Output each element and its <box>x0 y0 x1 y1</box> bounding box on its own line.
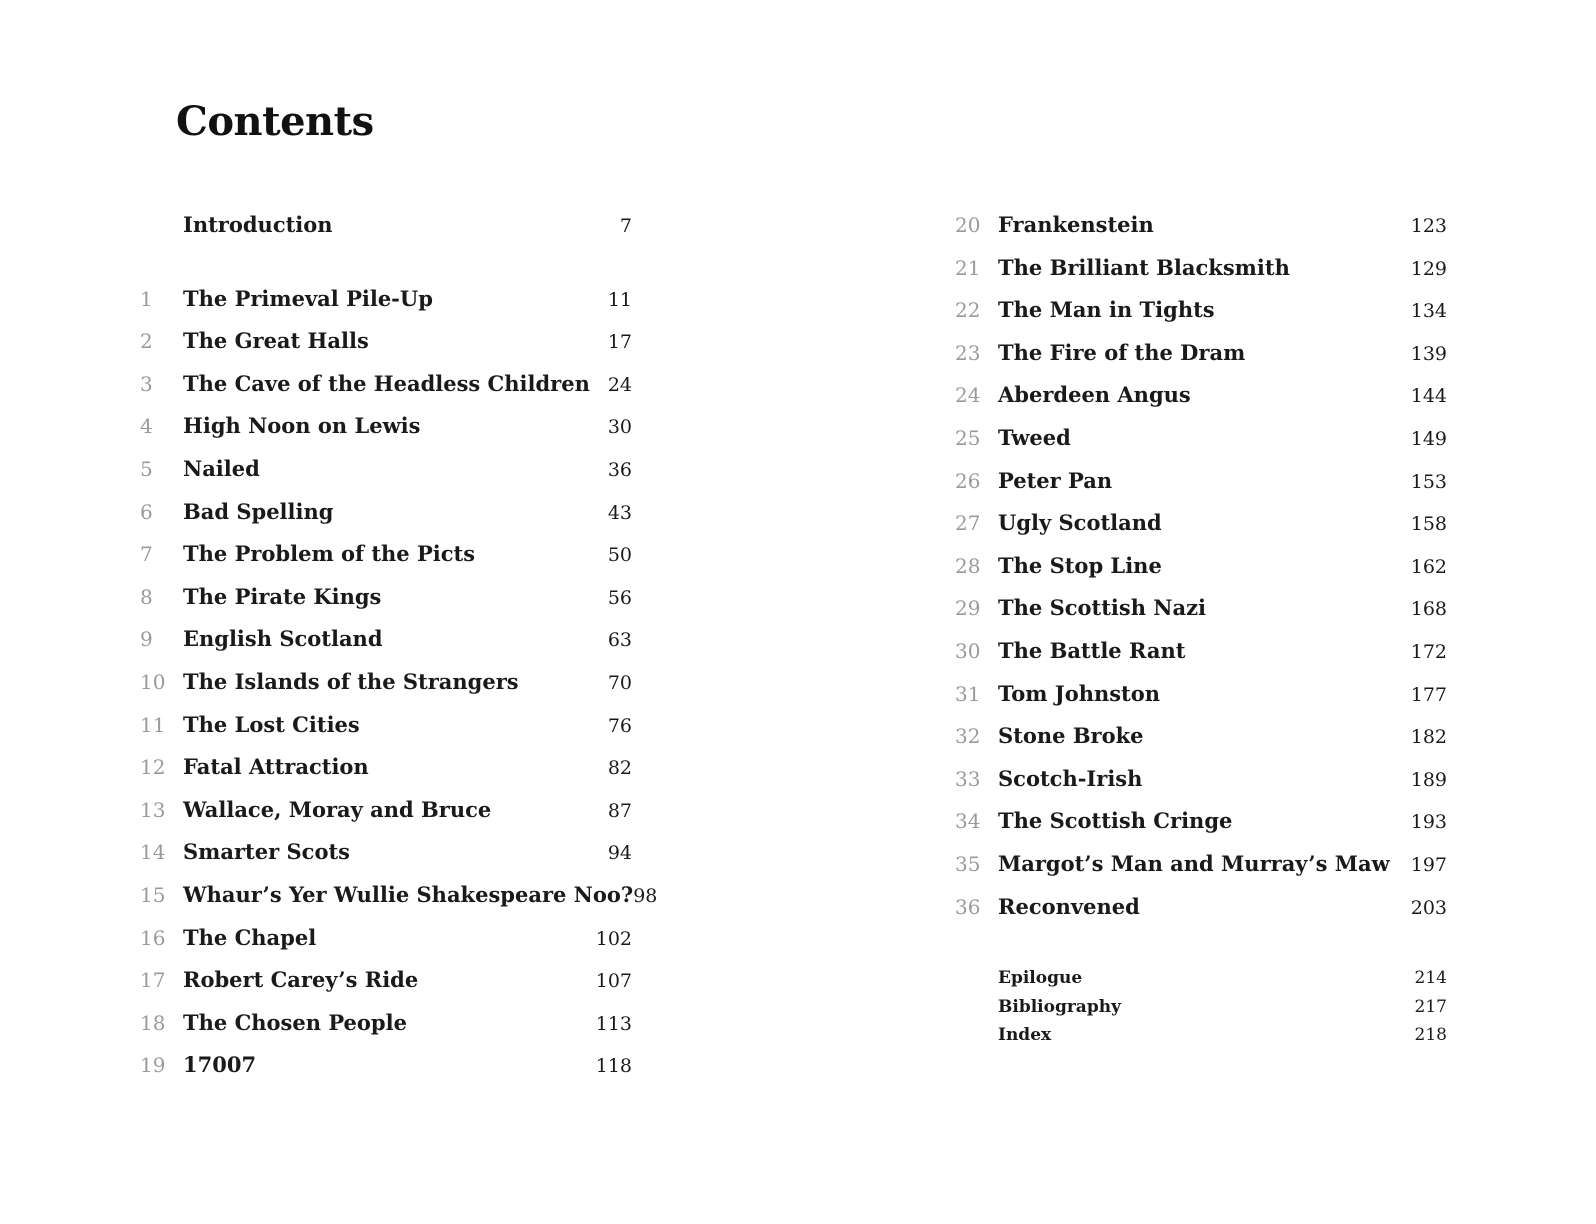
toc-entry <box>955 340 1447 383</box>
chapter-number: 12 <box>140 755 166 780</box>
chapter-number: 36 <box>955 894 981 919</box>
entry-title: Robert Carey’s Ride <box>183 967 419 993</box>
entry-title: Bibliography <box>998 996 1121 1017</box>
entry-title: Peter Pan <box>998 467 1113 493</box>
chapter-number: 2 <box>140 329 153 354</box>
entry-title: The Primeval Pile-Up <box>183 285 433 311</box>
toc-entry <box>955 851 1447 894</box>
chapter-number: 7 <box>140 542 153 567</box>
chapter-number: 32 <box>955 724 981 749</box>
toc-entry <box>140 839 632 882</box>
chapter-number: 30 <box>955 638 981 663</box>
entry-title: The Stop Line <box>998 552 1162 578</box>
entry-title: Epilogue <box>998 968 1083 989</box>
page-number: 56 <box>607 586 632 609</box>
page-number: 24 <box>607 373 632 396</box>
chapter-number: 35 <box>955 851 981 876</box>
toc-entry <box>140 797 632 840</box>
contents-column-right <box>955 212 1447 1054</box>
page-number: 153 <box>1410 470 1447 493</box>
entry-title: The Pirate Kings <box>183 583 382 609</box>
toc-entry <box>140 712 632 755</box>
page-title: Contents <box>176 98 374 145</box>
toc-entry <box>955 425 1447 468</box>
toc-entry <box>955 553 1447 596</box>
chapter-number: 15 <box>140 882 166 907</box>
toc-entry <box>955 638 1447 681</box>
page-number: 218 <box>1414 1025 1447 1046</box>
toc-entry <box>955 468 1447 511</box>
entry-title: The Scottish Cringe <box>998 808 1233 834</box>
entry-title: The Chapel <box>183 924 317 950</box>
toc-entry <box>140 541 632 584</box>
entry-title: Index <box>998 1025 1052 1046</box>
page-number: 197 <box>1410 853 1447 876</box>
page-number: 94 <box>607 842 632 865</box>
toc-entry <box>955 595 1447 638</box>
chapter-number: 23 <box>955 340 981 365</box>
entry-title: The Man in Tights <box>998 297 1215 323</box>
entry-title: The Scottish Nazi <box>998 595 1207 621</box>
page-number: 139 <box>1410 342 1447 365</box>
toc-entry <box>140 925 632 968</box>
chapter-number: 20 <box>955 213 981 237</box>
entry-title: Aberdeen Angus <box>998 382 1191 408</box>
entry-title: The Chosen People <box>183 1009 407 1035</box>
chapter-number: 18 <box>140 1010 166 1035</box>
toc-entry <box>140 584 632 627</box>
chapter-number: 10 <box>140 669 166 694</box>
page-number: 134 <box>1410 300 1447 323</box>
page-number: 118 <box>595 1055 632 1078</box>
chapter-number: 13 <box>140 797 166 822</box>
toc-entry <box>955 212 1447 255</box>
page-number: 123 <box>1410 215 1447 237</box>
entry-title: Smarter Scots <box>183 839 350 865</box>
toc-entry <box>140 754 632 797</box>
toc-entry <box>140 1010 632 1053</box>
page-number: 193 <box>1410 811 1447 834</box>
chapter-number: 34 <box>955 809 981 834</box>
entry-title: Bad Spelling <box>183 498 334 524</box>
page-number: 17 <box>607 331 632 354</box>
chapter-number: 4 <box>140 414 153 439</box>
chapter-number: 1 <box>140 286 153 311</box>
page-number: 7 <box>619 215 632 237</box>
chapter-number: 11 <box>140 712 166 737</box>
chapter-number: 21 <box>955 255 981 280</box>
chapter-number: 14 <box>140 840 166 865</box>
entry-title: The Great Halls <box>183 328 369 354</box>
chapter-number: 26 <box>955 468 981 493</box>
page-number: 189 <box>1410 768 1447 791</box>
back-matter-entry <box>955 997 1447 1026</box>
entry-title: Introduction <box>183 212 333 237</box>
page-number: 98 <box>633 884 658 907</box>
toc-entry <box>140 456 632 499</box>
toc-entry <box>955 255 1447 298</box>
page-number: 162 <box>1410 555 1447 578</box>
page-number: 11 <box>607 288 632 311</box>
chapter-number: 6 <box>140 499 153 524</box>
page-number: 102 <box>595 927 632 950</box>
toc-entry <box>955 894 1447 937</box>
chapter-number: 28 <box>955 553 981 578</box>
chapter-number: 25 <box>955 425 981 450</box>
spacer <box>140 255 632 286</box>
back-matter-list <box>955 968 1447 1054</box>
chapter-number: 5 <box>140 456 153 481</box>
page-number: 158 <box>1410 513 1447 536</box>
page-number: 30 <box>607 416 632 439</box>
page-number: 50 <box>607 544 632 567</box>
contents-column-left <box>140 212 658 1095</box>
page-number: 149 <box>1410 427 1447 450</box>
chapter-number: 17 <box>140 968 166 993</box>
entry-title: Frankenstein <box>998 212 1154 237</box>
back-matter-entry <box>955 1025 1447 1054</box>
entry-title: The Islands of the Strangers <box>183 668 519 694</box>
toc-entry <box>140 1052 632 1095</box>
entry-title: The Fire of the Dram <box>998 339 1246 365</box>
chapter-number: 29 <box>955 596 981 621</box>
page-number: 63 <box>607 629 632 652</box>
page-number: 129 <box>1410 257 1447 280</box>
page-number: 172 <box>1410 640 1447 663</box>
entry-title: Tom Johnston <box>998 680 1161 706</box>
toc-entry <box>140 328 632 371</box>
entry-title: Stone Broke <box>998 723 1144 749</box>
page-number: 107 <box>595 970 632 993</box>
page-number: 144 <box>1410 385 1447 408</box>
chapter-number: 31 <box>955 681 981 706</box>
entry-title: High Noon on Lewis <box>183 413 421 439</box>
chapter-number: 16 <box>140 925 166 950</box>
page-number: 76 <box>607 714 632 737</box>
entry-title: Tweed <box>998 424 1071 450</box>
chapter-number: 8 <box>140 584 153 609</box>
page-number: 217 <box>1414 996 1447 1017</box>
entry-title: Scotch-Irish <box>998 765 1143 791</box>
entry-title: English Scotland <box>183 626 383 652</box>
page-number: 82 <box>607 757 632 780</box>
page-number: 203 <box>1410 896 1447 919</box>
chapter-number: 33 <box>955 766 981 791</box>
page-number: 43 <box>607 501 632 524</box>
entry-title: Reconvened <box>998 893 1140 919</box>
toc-entry <box>140 881 658 925</box>
toc-entry <box>140 413 632 456</box>
page-number: 70 <box>607 671 632 694</box>
toc-entry <box>955 297 1447 340</box>
entry-title: The Lost Cities <box>183 711 360 737</box>
toc-entry <box>140 286 632 329</box>
page-number: 168 <box>1410 598 1447 621</box>
toc-entry <box>955 808 1447 851</box>
toc-entry <box>955 681 1447 724</box>
toc-entry <box>140 967 632 1010</box>
toc-entry <box>140 669 632 712</box>
entry-title: The Problem of the Picts <box>183 541 476 567</box>
entry-title: Margot’s Man and Murray’s Maw <box>998 850 1390 876</box>
page-number: 87 <box>607 799 632 822</box>
entry-title: Fatal Attraction <box>183 754 369 780</box>
toc-entry <box>140 371 632 414</box>
entry-title: Nailed <box>183 455 260 481</box>
page-number: 36 <box>607 458 632 481</box>
entry-title: Wallace, Moray and Bruce <box>183 796 492 822</box>
toc-entry-introduction <box>140 212 632 255</box>
entry-title: Ugly Scotland <box>998 510 1162 536</box>
entry-title: The Battle Rant <box>998 637 1186 663</box>
toc-entry <box>955 382 1447 425</box>
entry-title: Whaur’s Yer Wullie Shakespeare Noo? <box>183 881 634 907</box>
toc-entry <box>955 723 1447 766</box>
back-matter-entry <box>955 968 1447 997</box>
chapter-number: 19 <box>140 1053 166 1078</box>
toc-entry <box>955 766 1447 809</box>
chapter-number: 22 <box>955 298 981 323</box>
toc-entry <box>140 499 632 542</box>
entry-title: The Cave of the Headless Children <box>183 370 590 396</box>
page-number: 214 <box>1414 968 1447 989</box>
toc-entry <box>955 510 1447 553</box>
chapter-number: 27 <box>955 511 981 536</box>
page-number: 182 <box>1410 726 1447 749</box>
page-number: 177 <box>1410 683 1447 706</box>
entry-title: The Brilliant Blacksmith <box>998 254 1290 280</box>
entry-title: 17007 <box>183 1052 257 1078</box>
toc-entry <box>140 626 632 669</box>
chapter-number: 24 <box>955 383 981 408</box>
chapter-number: 9 <box>140 627 153 652</box>
page-number: 113 <box>595 1012 632 1035</box>
chapter-number: 3 <box>140 371 153 396</box>
